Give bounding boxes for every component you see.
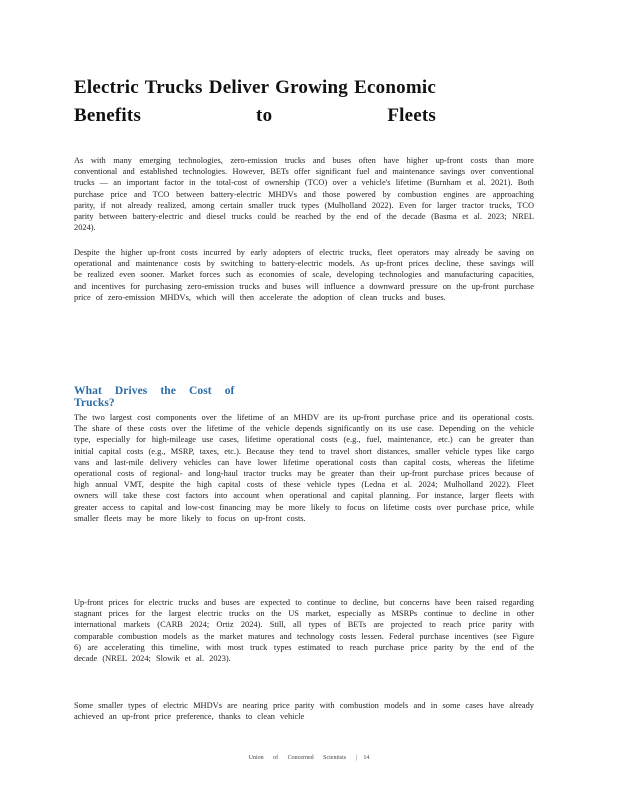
intro-paragraph-2: Despite the higher up-front costs incurred by early adopters of electric trucks, fleet operators may already be saving on operational and maintenance costs by switching to battery-electric models. As up-front prices decline, these savings will be realized even sooner. Market forces such as economies of scale, developing technologies and manufacturing capacities, and incentives for purchasing zero-emission trucks and buses will influence a downward pressure on the up-front purchase price of zero-emission MHDVs, which will then accelerate the adoption of clean trucks and buses. xyxy=(74,248,534,302)
footer-organization: Union of Concerned Scientists xyxy=(248,755,347,761)
section-paragraph-1: The two largest cost components over the lifetime of an MHDV are its up-front purchase price and its operational costs. The share of these costs over the lifetime of the vehicle depends significantly on its use case. Depending on the vehicle type, especially for high-mileage use cases, lifetime operational costs (e.g., fuel, maintenance, etc.) can be greater than initial capital costs (e.g., MSRP, taxes, etc.). Because they tend to travel short distances, smaller vehicle types like cargo vans and last-mile delivery vehicles can have lower lifetime operational costs than capital costs, whereas the lifetime operational costs of regional- and long-haul tractor trucks may be greater than their up-front purchase prices because of high annual VMT, despite the high capital costs of these vehicle types (Ledna et al. 2024; Mulholland 2022). Fleet owners will take these cost factors into account when operational and capital planning. For instance, larger fleets with greater access to capital and low-cost financing may be more likely to focus on lifetime costs over purchase price, while smaller fleets may be more likely to focus on up-front costs. xyxy=(74,413,534,523)
intro-paragraph-1: As with many emerging technologies, zero-emission trucks and buses often have higher up-front costs than more conventional and established technologies. However, BETs offer significant fuel and maintenance savings over conventional trucks — an important factor in the total-cost of ownership (TCO) over a vehicle's lifetime (Burnham et al. 2021). Both purchase price and TCO between battery-electric MHDVs and those powered by combustion engines are approaching parity, if not already realized, among certain smaller truck types (Mulholland 2022). Even for larger tractor trucks, TCO parity between battery-electric and diesel trucks could be reached by the end of the decade (Basma et al. 2023; NREL 2024). xyxy=(74,156,534,233)
section-heading: What Drives the Cost of Trucks? xyxy=(74,385,235,409)
document-title: Electric Trucks Deliver Growing Economic Benefits to Fleets xyxy=(74,77,436,126)
section-paragraph-2: Up-front prices for electric trucks and buses are expected to continue to decline, but concerns have been raised regarding stagnant prices for the largest electric trucks on the US market, especially as MSRPs continue to decline in other international markets (CARB 2024; Ortiz 2024). Still, all types of BETs are projected to reach price parity with comparable combustion models as the market matures and technology costs lessen. Federal purchase incentives (see Figure 6) are accelerating this timeline, with most truck types estimated to reach purchase price parity by the end of the decade (NREL 2024; Slowik et al. 2023). xyxy=(74,598,534,664)
footer-page-number: 14 xyxy=(363,755,370,761)
page-footer xyxy=(0,755,618,761)
section-paragraph-3: Some smaller types of electric MHDVs are nearing price parity with combustion models and in some cases have already achieved an up-front price preference, thanks to clean vehicle xyxy=(74,701,534,722)
footer-separator: | xyxy=(356,755,358,761)
